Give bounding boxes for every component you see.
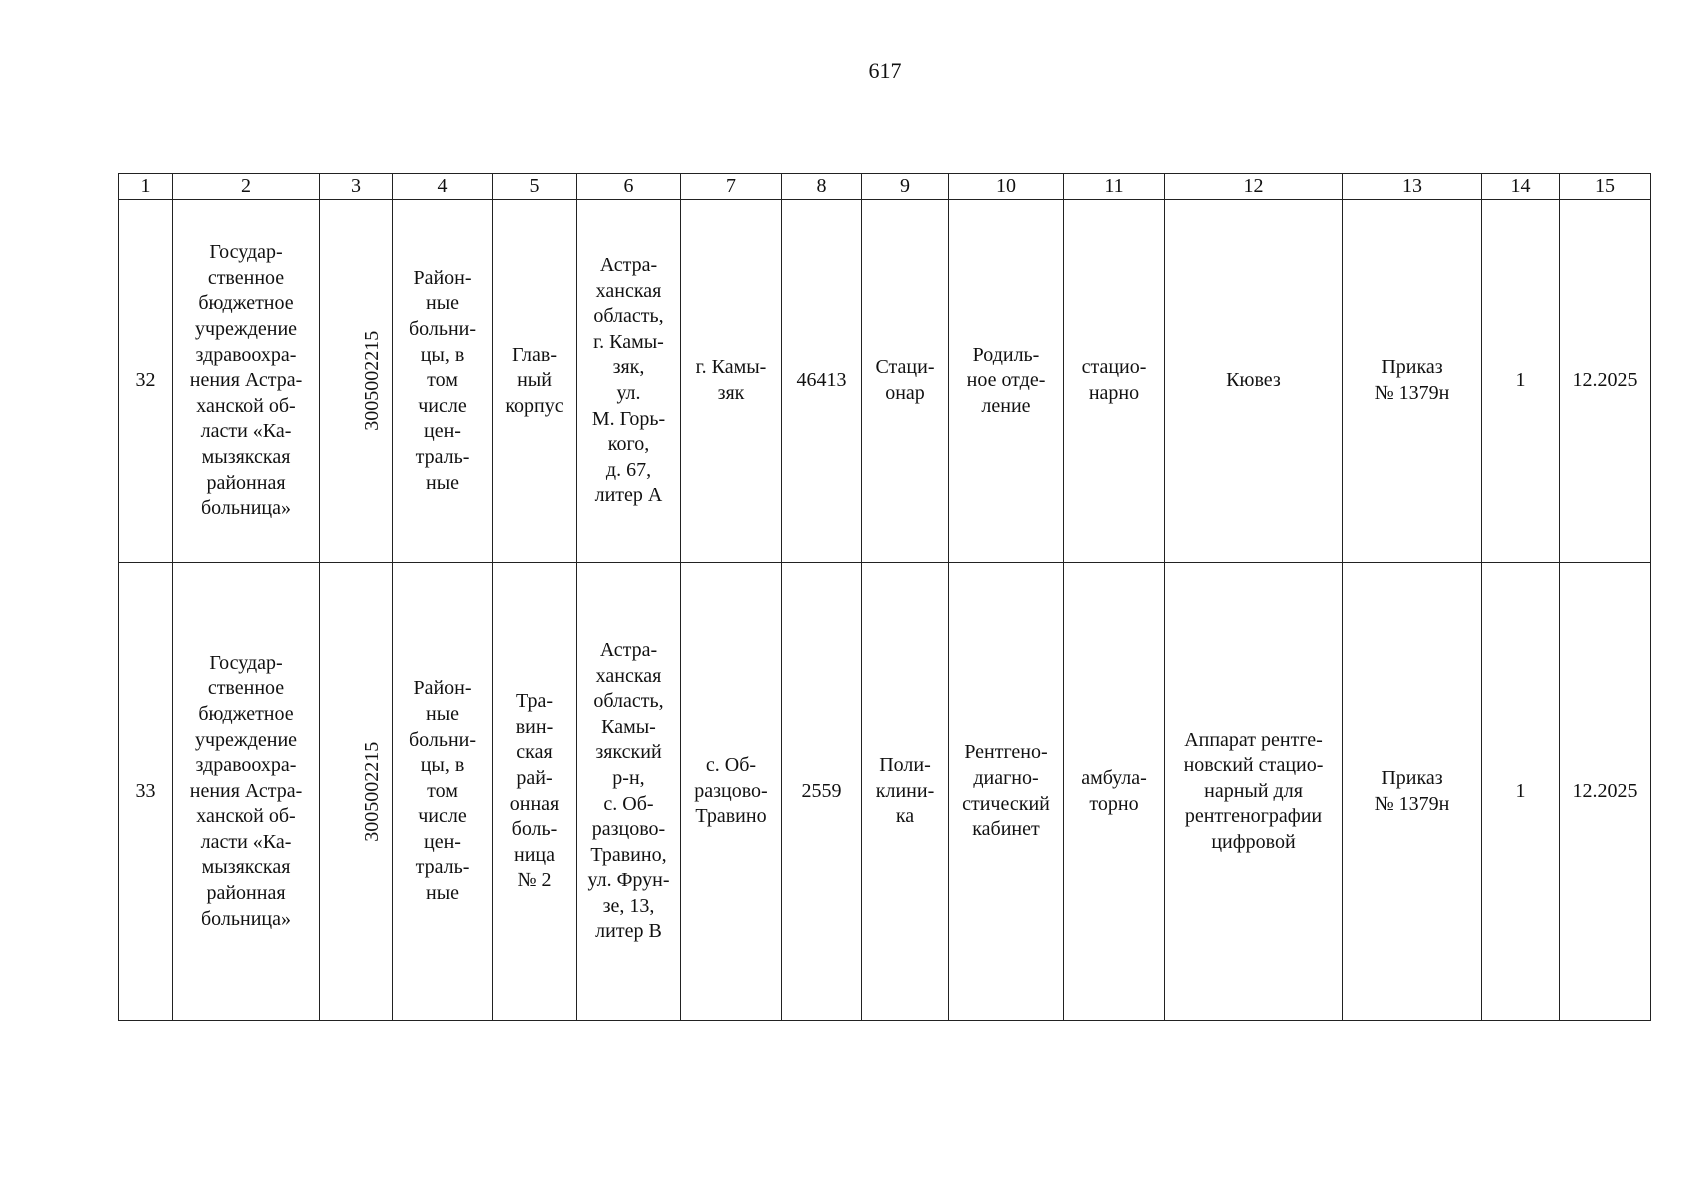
care-form-cell: [1064, 563, 1165, 1021]
category-cell: [393, 563, 493, 1021]
table-row: [119, 200, 1651, 563]
address-text: Астра- ханская область, Камы- зякский р-н, с. Об- разцово- Травино, ул. Фрун- зе, 13, литер В: [587, 638, 670, 943]
date-value: 12.2025: [1572, 779, 1638, 802]
header-cell: 4: [393, 174, 493, 200]
row-number: 33: [135, 779, 156, 802]
category-cell: [393, 200, 493, 563]
header-cell: 2: [173, 174, 320, 200]
building-text: Тра- вин- ская рай- онная боль- ница № 2: [509, 690, 560, 892]
inn-code: 3005002215: [361, 331, 384, 431]
care-type-cell: [862, 200, 949, 563]
row-number: 32: [135, 369, 156, 392]
population-value: 46413: [796, 369, 847, 392]
header-cell: 5: [493, 174, 577, 200]
header-cell: 15: [1560, 174, 1651, 200]
building-cell: [493, 563, 577, 1021]
header-cell: 6: [577, 174, 681, 200]
order-text: Приказ № 1379н: [1374, 356, 1450, 404]
quantity-cell: [1482, 563, 1560, 1021]
header-cell: 9: [862, 174, 949, 200]
department-cell: [949, 563, 1064, 1021]
header-cell: 11: [1064, 174, 1165, 200]
organization-name: Государ- ственное бюджетное учреждение здравоохра- нения Астра- ханской об- ласти «Ка- мызякская районная больница»: [189, 241, 303, 520]
organization-cell: [173, 563, 320, 1021]
quantity-cell: [1482, 200, 1560, 563]
header-cell: 7: [681, 174, 782, 200]
date-cell: [1560, 200, 1651, 563]
table-header-row: [119, 174, 1651, 200]
department-text: Родиль- ное отде- ление: [966, 343, 1046, 417]
care-type-text: Поли- клини- ка: [875, 754, 935, 828]
department-text: Рентгено- диагно- стический кабинет: [962, 741, 1050, 841]
address-cell: [577, 200, 681, 563]
data-table: [118, 173, 1651, 1021]
order-text: Приказ № 1379н: [1374, 766, 1450, 815]
settlement-text: с. Об- разцово- Травино: [694, 754, 768, 828]
care-form-cell: [1064, 200, 1165, 563]
building-cell: [493, 200, 577, 563]
inn-cell: [320, 200, 393, 563]
care-type-cell: [862, 563, 949, 1021]
equipment-text: Кювез: [1226, 369, 1281, 392]
building-text: Глав- ный корпус: [505, 343, 564, 417]
address-cell: [577, 563, 681, 1021]
care-form-text: стацио- нарно: [1081, 356, 1147, 404]
population-cell: [782, 563, 862, 1021]
care-form-text: амбула- торно: [1081, 766, 1147, 815]
date-cell: [1560, 563, 1651, 1021]
order-cell: [1343, 563, 1482, 1021]
care-type-text: Стаци- онар: [875, 356, 935, 404]
equipment-cell: [1165, 200, 1343, 563]
header-cell: 1: [119, 174, 173, 200]
settlement-cell: [681, 563, 782, 1021]
settlement-text: г. Камы- зяк: [695, 356, 767, 404]
address-text: Астра- ханская область, г. Камы- зяк, ул. М. Горь- кого, д. 67, литер А: [591, 254, 666, 507]
header-cell: 8: [782, 174, 862, 200]
quantity-value: 1: [1515, 369, 1526, 392]
row-number-cell: [119, 563, 173, 1021]
header-cell: 10: [949, 174, 1064, 200]
inn-code: 3005002215: [361, 741, 384, 842]
date-value: 12.2025: [1572, 369, 1638, 392]
population-cell: [782, 200, 862, 563]
department-cell: [949, 200, 1064, 563]
equipment-cell: [1165, 563, 1343, 1021]
header-cell: 3: [320, 174, 393, 200]
table-row: [119, 563, 1651, 1021]
equipment-text: Аппарат рентге- новский стацио- нарный для рентгенографии цифровой: [1183, 728, 1324, 853]
header-cell: 13: [1343, 174, 1482, 200]
settlement-cell: [681, 200, 782, 563]
order-cell: [1343, 200, 1482, 563]
header-cell: 12: [1165, 174, 1343, 200]
row-number-cell: [119, 200, 173, 563]
category-text: Район- ные больни- цы, в том числе цен- траль- ные: [408, 677, 477, 905]
inn-cell: [320, 563, 393, 1021]
category-text: Район- ные больни- цы, в том числе цен- траль- ные: [408, 266, 477, 494]
population-value: 2559: [801, 779, 842, 802]
header-cell: 14: [1482, 174, 1560, 200]
quantity-value: 1: [1515, 779, 1526, 802]
organization-name: Государ- ственное бюджетное учреждение здравоохра- нения Астра- ханской об- ласти «Ка- мызякская районная больница»: [189, 651, 303, 930]
organization-cell: [173, 200, 320, 563]
page-number: 617: [868, 58, 902, 83]
